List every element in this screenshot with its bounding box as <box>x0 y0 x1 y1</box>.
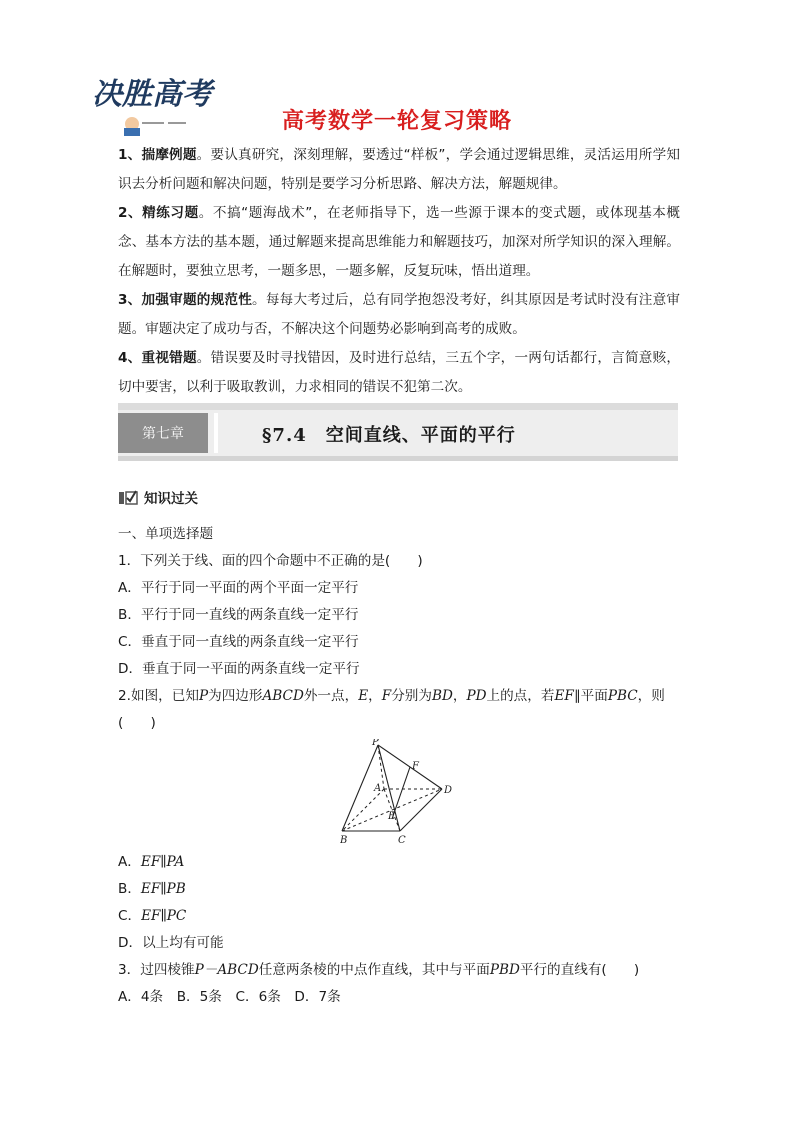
checkbox-check-icon <box>118 489 138 505</box>
q1-stem: 1．下列关于线、面的四个命题中不正确的是( ) <box>118 553 423 569</box>
strategy-head: 精练习题 <box>142 205 199 221</box>
page-title: 高考数学一轮复习策略 <box>281 109 512 134</box>
section-label: 一、单项选择题 <box>118 526 214 542</box>
strategy-head: 重视错题 <box>141 350 197 366</box>
q2-option: B．EF∥PB <box>118 881 186 897</box>
chapter-tag: 第七章 <box>118 413 208 453</box>
figure-label-a: A <box>374 783 382 794</box>
q1-option: D．垂直于同一平面的两条直线一定平行 <box>118 661 360 677</box>
logo-text: 决胜高考 <box>92 77 212 112</box>
figure-label-b: B <box>340 835 348 846</box>
q1-option: B．平行于同一直线的两条直线一定平行 <box>118 607 359 623</box>
figure-label-d: D <box>444 785 453 796</box>
q2-option: D．以上均有可能 <box>118 935 224 951</box>
strategy-head: 加强审题的规范性 <box>141 292 253 308</box>
figure-label-f: F <box>412 761 419 772</box>
strategy-num: 3、 <box>118 292 142 308</box>
q2-option: C．EF∥PC <box>118 908 187 924</box>
strategy-num: 1、 <box>118 147 142 163</box>
knowledge-label: 知识过关 <box>144 491 198 507</box>
strategy-list <box>118 141 680 402</box>
strategy-num: 4、 <box>118 350 142 366</box>
q2-option: A．EF∥PA <box>118 854 185 870</box>
strategy-head: 揣摩例题 <box>141 147 197 163</box>
knowledge-heading <box>118 486 198 508</box>
question-list <box>118 521 682 1011</box>
section-title: §7.4 空间直线、平面的平行 <box>262 425 516 446</box>
q1-option: A．平行于同一平面的两个平面一定平行 <box>118 580 359 596</box>
q2-stem: 2.如图，已知P为四边形ABCD外一点，E，F分别为BD，PD上的点，若EF∥平面PBC，则( ) <box>118 688 665 731</box>
strategy-body: 。每每大考过后，总有同学抱怨没考好，纠其原因是考试时没有注意审题。审题决定了成功与否，不解决这个问题势必影响到高考的成败。 <box>118 292 681 337</box>
strategy-item <box>118 199 680 286</box>
q1-option: C．垂直于同一直线的两条直线一定平行 <box>118 634 359 650</box>
q3-options: A．4条 B．5条 C．6条 D．7条 <box>118 989 341 1005</box>
figure-label-e: E <box>388 811 396 822</box>
q3-stem: 3．过四棱锥P－ABCD任意两条棱的中点作直线，其中与平面PBD平行的直线有( ) <box>118 962 640 978</box>
strategy-body: 。要认真研究，深刻理解，要透过“样板”，学会通过逻辑思维，灵活运用所学知识去分析问题和解决问题，特别是要学习分析思路、解决方法，解题规律。 <box>118 147 680 192</box>
strategy-item <box>118 344 680 402</box>
figure-label-c: C <box>398 835 406 846</box>
chapter-header <box>118 403 678 461</box>
figure-label-p: P <box>372 739 379 748</box>
strategy-num: 2、 <box>118 205 143 221</box>
strategy-item <box>118 141 680 199</box>
strategy-body: 。不搞“题海战术”，在老师指导下，选一些源于课本的变式题，或体现基本概念、基本方法的基本题，通过解题来提高思维能力和解题技巧，加深对所学知识的深入理解。在解题时，要独立思考，一题多思，一题多解，反复玩味，悟出道理。 <box>118 205 680 279</box>
strategy-body: 。错误要及时寻找错因，及时进行总结，三五个字，一两句话都行，言简意赅，切中要害，以利于吸取教训，力求相同的错误不犯第二次。 <box>118 350 681 395</box>
pyramid-figure <box>340 739 470 849</box>
strategy-item <box>118 286 680 344</box>
